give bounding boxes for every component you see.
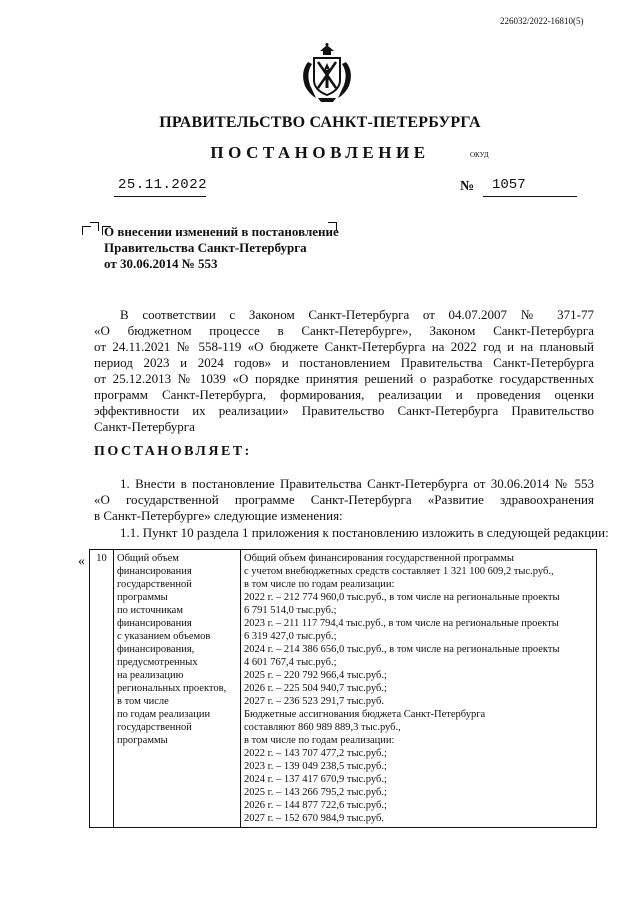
preamble-line: от 25.12.2013 № 1039 «О порядке принятия решений о разработке государственных bbox=[94, 371, 594, 386]
name-line: в том числе bbox=[117, 696, 169, 707]
content-line: Бюджетные ассигнования бюджета Санкт-Петербурга bbox=[244, 709, 486, 720]
content-line: 2024 г. – 137 417 670,9 тыс.руб.; bbox=[244, 774, 387, 785]
content-line: 2027 г. – 236 523 291,7 тыс.руб. bbox=[244, 696, 384, 707]
content-line: 2026 г. – 144 877 722,6 тыс.руб.; bbox=[244, 800, 387, 811]
preamble-paragraph bbox=[94, 307, 594, 435]
content-line: 6 319 427,0 тыс.руб.; bbox=[244, 631, 337, 642]
name-line: финансирования, bbox=[117, 644, 195, 655]
item-1-1-paragraph bbox=[94, 525, 609, 541]
row-number: 10 bbox=[90, 550, 114, 828]
name-line: по источникам bbox=[117, 605, 183, 616]
item-1-line: 1. Внести в постановление Правительства Санкт-Петербурга от 30.06.2014 № 553 bbox=[120, 476, 594, 491]
resolves-heading: ПОСТАНОВЛЯЕТ: bbox=[94, 444, 252, 459]
corner-mark bbox=[90, 222, 99, 231]
content-line: составляют 860 989 889,3 тыс.руб., bbox=[244, 722, 401, 733]
content-line: 2024 г. – 214 386 656,0 тыс.руб., в том числе на региональные проекты bbox=[244, 644, 560, 655]
number-underline bbox=[483, 196, 577, 197]
content-line: 2025 г. – 220 792 966,4 тыс.руб.; bbox=[244, 670, 387, 681]
name-line: с указанием объемов bbox=[117, 631, 211, 642]
content-line: 2022 г. – 212 774 960,0 тыс.руб., в том числе на региональные проекты bbox=[244, 592, 560, 603]
document-date: 25.11.2022 bbox=[118, 177, 208, 193]
content-line: Общий объем финансирования государственной программы bbox=[244, 553, 514, 564]
content-line: в том числе по годам реализации: bbox=[244, 735, 395, 746]
item-1-line: в Санкт-Петербурге» следующие изменения: bbox=[94, 508, 343, 523]
preamble-line: эффективности их реализации» Правительство Санкт-Петербурга Правительство bbox=[94, 403, 594, 418]
content-line: 2023 г. – 211 117 794,4 тыс.руб., в том числе на региональные проекты bbox=[244, 618, 559, 629]
content-line: в том числе по годам реализации: bbox=[244, 579, 395, 590]
content-line: 2027 г. – 152 670 984,9 тыс.руб. bbox=[244, 813, 384, 824]
okud-label: ОКУД bbox=[470, 151, 489, 159]
name-line: финансирования bbox=[117, 566, 192, 577]
opening-quote-mark: « bbox=[78, 554, 85, 569]
name-line: программы bbox=[117, 592, 168, 603]
content-line: 2026 г. – 225 504 940,7 тыс.руб.; bbox=[244, 683, 387, 694]
preamble-line: «О бюджетном процессе в Санкт-Петербурге», Законом Санкт-Петербурга bbox=[94, 323, 594, 338]
document-subject bbox=[104, 224, 344, 272]
name-line: на реализацию bbox=[117, 670, 184, 681]
name-line: государственной bbox=[117, 579, 192, 590]
date-underline bbox=[114, 196, 206, 197]
preamble-line: период 2023 и 2024 годов» и постановлением Правительства Санкт-Петербурга bbox=[94, 355, 594, 370]
name-line: программы bbox=[117, 735, 168, 746]
item-1-line: «О государственной программе Санкт-Петербурга «Развитие здравоохранения bbox=[94, 492, 594, 507]
document-number: 226032/2022-16810(5) bbox=[500, 16, 584, 26]
content-line: 2022 г. – 143 707 477,2 тыс.руб.; bbox=[244, 748, 387, 759]
content-line: 2023 г. – 139 049 238,5 тыс.руб.; bbox=[244, 761, 387, 772]
financing-table bbox=[89, 549, 597, 828]
name-line: Общий объем bbox=[117, 553, 179, 564]
subject-line: О внесении изменений в постановление bbox=[104, 224, 339, 239]
item-1-1-line: 1.1. Пункт 10 раздела 1 приложения к постановлению изложить в следующей редакции: bbox=[120, 525, 609, 540]
organization-title: ПРАВИТЕЛЬСТВО САНКТ-ПЕТЕРБУРГА bbox=[159, 114, 481, 131]
subject-line: Правительства Санкт-Петербурга bbox=[104, 240, 307, 255]
name-line: государственной bbox=[117, 722, 192, 733]
row-content-cell bbox=[241, 550, 597, 828]
content-line: 4 601 767,4 тыс.руб.; bbox=[244, 657, 337, 668]
name-line: по годам реализации bbox=[117, 709, 211, 720]
content-line: с учетом внебюджетных средств составляет 1 321 100 609,2 тыс.руб., bbox=[244, 566, 554, 577]
subject-line: от 30.06.2014 № 553 bbox=[104, 256, 218, 271]
document-number-value: 1057 bbox=[492, 177, 526, 193]
content-line: 2025 г. – 143 266 795,2 тыс.руб.; bbox=[244, 787, 387, 798]
preamble-line: Санкт-Петербурга bbox=[94, 419, 195, 434]
name-line: региональных проектов, bbox=[117, 683, 227, 694]
item-1-paragraph bbox=[94, 476, 594, 524]
row-name-cell bbox=[114, 550, 241, 828]
document-type-title: ПОСТАНОВЛЕНИЕ bbox=[210, 143, 430, 162]
number-sign: № bbox=[460, 179, 475, 194]
preamble-line: от 24.11.2021 № 558-119 «О бюджете Санкт-Петербурга на 2022 год и на плановый bbox=[94, 339, 594, 354]
preamble-line: В соответствии с Законом Санкт-Петербурга от 04.07.2007 № 371-77 bbox=[120, 307, 594, 322]
preamble-line: программ Санкт-Петербурга, формирования, реализации и проведения оценки bbox=[94, 387, 594, 402]
content-line: 6 791 514,0 тыс.руб.; bbox=[244, 605, 337, 616]
name-line: предусмотренных bbox=[117, 657, 198, 668]
name-line: финансирования bbox=[117, 618, 192, 629]
table-row bbox=[90, 550, 597, 828]
coat-of-arms-emblem bbox=[296, 42, 358, 104]
